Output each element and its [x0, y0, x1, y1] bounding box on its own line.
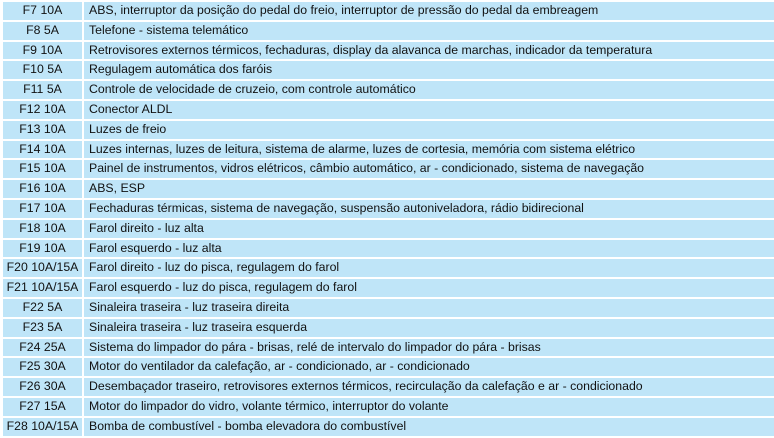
fuse-description: Bomba de combustível - bomba elevadora do combustível: [84, 418, 774, 436]
fuse-row: [3, 358, 774, 376]
fuse-code: F26 30A: [3, 378, 82, 396]
fuse-row: [3, 259, 774, 277]
fuse-row: [3, 121, 774, 139]
fuse-description: Sinaleira traseira - luz traseira direita: [84, 299, 774, 317]
fuse-table: [3, 0, 774, 438]
fuse-code: F21 10A/15A: [3, 279, 82, 297]
fuse-row: [3, 42, 774, 60]
fuse-code: F13 10A: [3, 121, 82, 139]
fuse-row: [3, 61, 774, 79]
fuse-code: F14 10A: [3, 141, 82, 159]
fuse-row: [3, 141, 774, 159]
fuse-description: Desembaçador traseiro, retrovisores externos térmicos, recirculação da calefação e ar - condicionado: [84, 378, 774, 396]
fuse-description: Retrovisores externos térmicos, fechaduras, display da alavanca de marchas, indicador da temperatura: [84, 42, 774, 60]
fuse-code: F8 5A: [3, 22, 82, 40]
fuse-row: [3, 378, 774, 396]
fuse-description: Motor do limpador do vidro, volante térmico, interruptor do volante: [84, 398, 774, 416]
fuse-row: [3, 81, 774, 99]
fuse-row: [3, 398, 774, 416]
fuse-code: F15 10A: [3, 160, 82, 178]
fuse-code: F25 30A: [3, 358, 82, 376]
fuse-description: ABS, ESP: [84, 180, 774, 198]
fuse-code: F9 10A: [3, 42, 82, 60]
fuse-description: Fechaduras térmicas, sistema de navegação, suspensão autoniveladora, rádio bidirecional: [84, 200, 774, 218]
fuse-description: Luzes de freio: [84, 121, 774, 139]
fuse-description: Sinaleira traseira - luz traseira esquerda: [84, 319, 774, 337]
fuse-code: F7 10A: [3, 2, 82, 20]
fuse-description: ABS, interruptor da posição do pedal do freio, interruptor de pressão do pedal da embreagem: [84, 2, 774, 20]
fuse-code: F12 10A: [3, 101, 82, 119]
fuse-row: [3, 200, 774, 218]
fuse-row: [3, 339, 774, 357]
fuse-row: [3, 220, 774, 238]
fuse-description: Sistema do limpador do pára - brisas, relé de intervalo do limpador do pára - brisas: [84, 339, 774, 357]
fuse-row: [3, 160, 774, 178]
fuse-description: Motor do ventilador da calefação, ar - condicionado, ar - condicionado: [84, 358, 774, 376]
fuse-row: [3, 22, 774, 40]
fuse-description: Farol esquerdo - luz alta: [84, 240, 774, 258]
fuse-code: F22 5A: [3, 299, 82, 317]
fuse-code: F27 15A: [3, 398, 82, 416]
fuse-code: F17 10A: [3, 200, 82, 218]
fuse-description: Telefone - sistema telemático: [84, 22, 774, 40]
fuse-code: F23 5A: [3, 319, 82, 337]
fuse-row: [3, 2, 774, 20]
fuse-row: [3, 299, 774, 317]
fuse-row: [3, 180, 774, 198]
fuse-row: [3, 418, 774, 436]
fuse-table-body: [3, 2, 774, 436]
fuse-description: Regulagem automática dos faróis: [84, 61, 774, 79]
fuse-description: Controle de velocidade de cruzeio, com controle automático: [84, 81, 774, 99]
fuse-code: F11 5A: [3, 81, 82, 99]
fuse-row: [3, 319, 774, 337]
fuse-code: F18 10A: [3, 220, 82, 238]
fuse-row: [3, 101, 774, 119]
fuse-row: [3, 240, 774, 258]
fuse-code: F16 10A: [3, 180, 82, 198]
fuse-code: F10 5A: [3, 61, 82, 79]
fuse-description: Farol direito - luz alta: [84, 220, 774, 238]
fuse-description: Farol direito - luz do pisca, regulagem do farol: [84, 259, 774, 277]
fuse-code: F24 25A: [3, 339, 82, 357]
fuse-code: F19 10A: [3, 240, 82, 258]
fuse-description: Painel de instrumentos, vidros elétricos, câmbio automático, ar - condicionado, sistema de navegação: [84, 160, 774, 178]
fuse-code: F20 10A/15A: [3, 259, 82, 277]
fuse-row: [3, 279, 774, 297]
fuse-description: Conector ALDL: [84, 101, 774, 119]
fuse-code: F28 10A/15A: [3, 418, 82, 436]
fuse-description: Luzes internas, luzes de leitura, sistema de alarme, luzes de cortesia, memória com sistema elétrico: [84, 141, 774, 159]
fuse-description: Farol esquerdo - luz do pisca, regulagem do farol: [84, 279, 774, 297]
